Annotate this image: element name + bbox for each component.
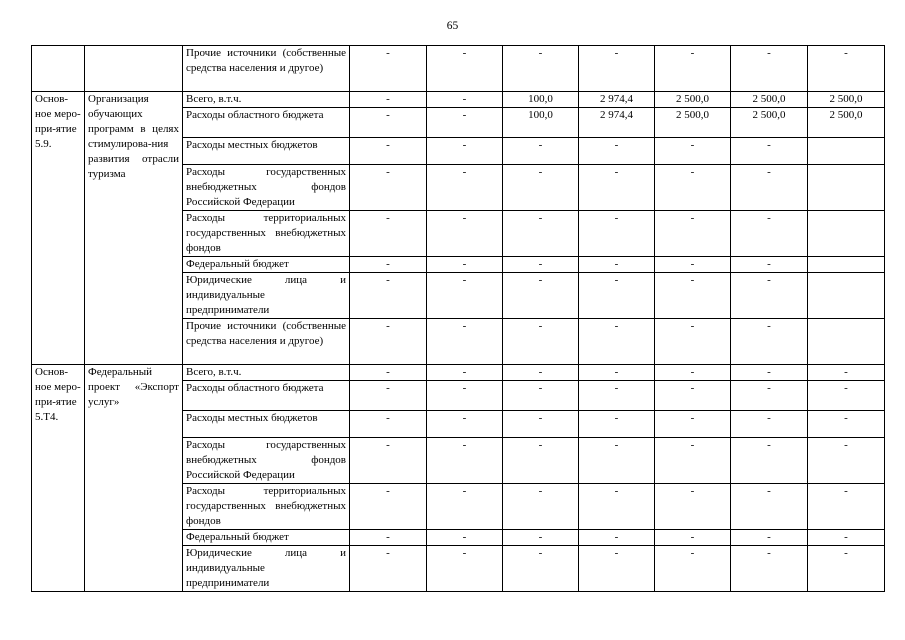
value-cell: - [579, 273, 655, 319]
value-cell: - [808, 484, 885, 530]
funding-source-cell: Юридические лица и индивидуальные предприниматели [183, 546, 350, 592]
value-cell: - [579, 257, 655, 273]
value-cell: - [503, 411, 579, 438]
value-cell: - [427, 92, 503, 108]
value-cell: - [731, 257, 808, 273]
value-cell: - [579, 138, 655, 165]
value-cell: - [350, 381, 427, 411]
value-cell: - [731, 138, 808, 165]
funding-source-cell: Прочие источники (собственные средства населения и другое) [183, 319, 350, 365]
value-cell: - [655, 365, 731, 381]
value-cell: 2 974,4 [579, 108, 655, 138]
value-cell: - [503, 211, 579, 257]
value-cell: - [731, 211, 808, 257]
value-cell [808, 273, 885, 319]
funding-source-cell: Расходы государственных внебюджетных фондов Российской Федерации [183, 438, 350, 484]
funding-table [31, 45, 885, 592]
measure-name-cell: Организация обучающих программ в целях стимулирова-ния развития отрасли туризма [85, 92, 183, 365]
value-cell: 2 500,0 [731, 92, 808, 108]
value-cell: - [731, 530, 808, 546]
value-cell: - [427, 438, 503, 484]
value-cell: - [808, 365, 885, 381]
value-cell: - [427, 411, 503, 438]
value-cell: - [427, 165, 503, 211]
measure-name-cell: Федеральный проект «Экспорт услуг» [85, 365, 183, 592]
value-cell: - [427, 257, 503, 273]
value-cell: - [350, 165, 427, 211]
value-cell: - [808, 411, 885, 438]
value-cell: - [579, 411, 655, 438]
value-cell: 2 500,0 [808, 108, 885, 138]
value-cell: - [731, 365, 808, 381]
value-cell: - [731, 381, 808, 411]
value-cell: - [655, 138, 731, 165]
value-cell: - [579, 319, 655, 365]
value-cell: - [808, 546, 885, 592]
value-cell: 2 500,0 [731, 108, 808, 138]
value-cell: - [503, 46, 579, 92]
value-cell: - [350, 546, 427, 592]
funding-source-cell: Юридические лица и индивидуальные предприниматели [183, 273, 350, 319]
value-cell: - [655, 211, 731, 257]
value-cell: - [808, 438, 885, 484]
value-cell: - [579, 530, 655, 546]
value-cell: - [427, 273, 503, 319]
value-cell: - [808, 381, 885, 411]
value-cell: - [427, 546, 503, 592]
value-cell: - [350, 211, 427, 257]
value-cell: - [503, 319, 579, 365]
funding-source-cell: Расходы государственных внебюджетных фондов Российской Федерации [183, 165, 350, 211]
value-cell: - [427, 108, 503, 138]
value-cell: 2 500,0 [655, 108, 731, 138]
value-cell: - [427, 365, 503, 381]
value-cell: - [655, 257, 731, 273]
value-cell: - [655, 165, 731, 211]
value-cell: - [427, 46, 503, 92]
value-cell: - [350, 257, 427, 273]
value-cell [808, 319, 885, 365]
value-cell: 2 500,0 [655, 92, 731, 108]
value-cell: - [655, 46, 731, 92]
value-cell: - [350, 438, 427, 484]
funding-source-cell: Расходы областного бюджета [183, 108, 350, 138]
value-cell: - [731, 411, 808, 438]
funding-source-cell: Всего, в.т.ч. [183, 92, 350, 108]
value-cell: 2 974,4 [579, 92, 655, 108]
value-cell: - [503, 484, 579, 530]
value-cell: - [350, 319, 427, 365]
value-cell: - [503, 530, 579, 546]
value-cell: - [808, 530, 885, 546]
value-cell: - [731, 484, 808, 530]
value-cell: - [579, 381, 655, 411]
value-cell: - [731, 438, 808, 484]
value-cell: - [731, 273, 808, 319]
value-cell: - [503, 381, 579, 411]
funding-source-cell: Расходы территориальных государственных внебюджетных фондов [183, 211, 350, 257]
value-cell: - [731, 165, 808, 211]
value-cell: - [350, 138, 427, 165]
value-cell: - [579, 438, 655, 484]
funding-source-cell: Расходы местных бюджетов [183, 411, 350, 438]
value-cell: - [503, 546, 579, 592]
value-cell: - [579, 546, 655, 592]
value-cell: - [655, 273, 731, 319]
value-cell: - [731, 46, 808, 92]
value-cell: 100,0 [503, 108, 579, 138]
value-cell: - [350, 273, 427, 319]
value-cell: - [579, 365, 655, 381]
value-cell [808, 138, 885, 165]
value-cell: - [655, 530, 731, 546]
value-cell: - [579, 211, 655, 257]
value-cell: - [503, 257, 579, 273]
value-cell: - [808, 46, 885, 92]
table-row [32, 92, 885, 108]
value-cell [808, 165, 885, 211]
funding-source-cell: Расходы областного бюджета [183, 381, 350, 411]
value-cell: - [503, 138, 579, 165]
value-cell: - [350, 365, 427, 381]
value-cell: - [579, 484, 655, 530]
empty-name-cell [85, 46, 183, 92]
value-cell: - [655, 319, 731, 365]
funding-source-cell: Прочие источники (собственные средства населения и другое) [183, 46, 350, 92]
value-cell: - [579, 46, 655, 92]
measure-code-cell: Основ-ное меро-при-ятие 5.Т4. [32, 365, 85, 592]
empty-code-cell [32, 46, 85, 92]
value-cell: 2 500,0 [808, 92, 885, 108]
value-cell: - [427, 530, 503, 546]
value-cell: - [503, 365, 579, 381]
value-cell: - [350, 46, 427, 92]
value-cell: - [731, 319, 808, 365]
value-cell: - [350, 411, 427, 438]
value-cell: 100,0 [503, 92, 579, 108]
measure-code-cell: Основ-ное меро-при-ятие 5.9. [32, 92, 85, 365]
value-cell: - [427, 484, 503, 530]
funding-source-cell: Федеральный бюджет [183, 530, 350, 546]
value-cell: - [731, 546, 808, 592]
value-cell: - [655, 484, 731, 530]
value-cell [808, 211, 885, 257]
value-cell: - [427, 211, 503, 257]
value-cell: - [427, 138, 503, 165]
value-cell: - [579, 165, 655, 211]
funding-source-cell: Федеральный бюджет [183, 257, 350, 273]
value-cell: - [503, 273, 579, 319]
page-number: 65 [446, 20, 459, 32]
value-cell: - [427, 381, 503, 411]
value-cell: - [655, 411, 731, 438]
funding-source-cell: Расходы территориальных государственных внебюджетных фондов [183, 484, 350, 530]
table-row [32, 365, 885, 381]
value-cell: - [350, 484, 427, 530]
table-row [32, 46, 885, 92]
value-cell: - [350, 530, 427, 546]
funding-source-cell: Расходы местных бюджетов [183, 138, 350, 165]
value-cell: - [350, 108, 427, 138]
value-cell: - [427, 319, 503, 365]
value-cell: - [350, 92, 427, 108]
funding-source-cell: Всего, в.т.ч. [183, 365, 350, 381]
value-cell: - [655, 438, 731, 484]
value-cell: - [503, 438, 579, 484]
value-cell: - [655, 546, 731, 592]
value-cell: - [655, 381, 731, 411]
table-body [32, 46, 885, 592]
value-cell [808, 257, 885, 273]
value-cell: - [503, 165, 579, 211]
